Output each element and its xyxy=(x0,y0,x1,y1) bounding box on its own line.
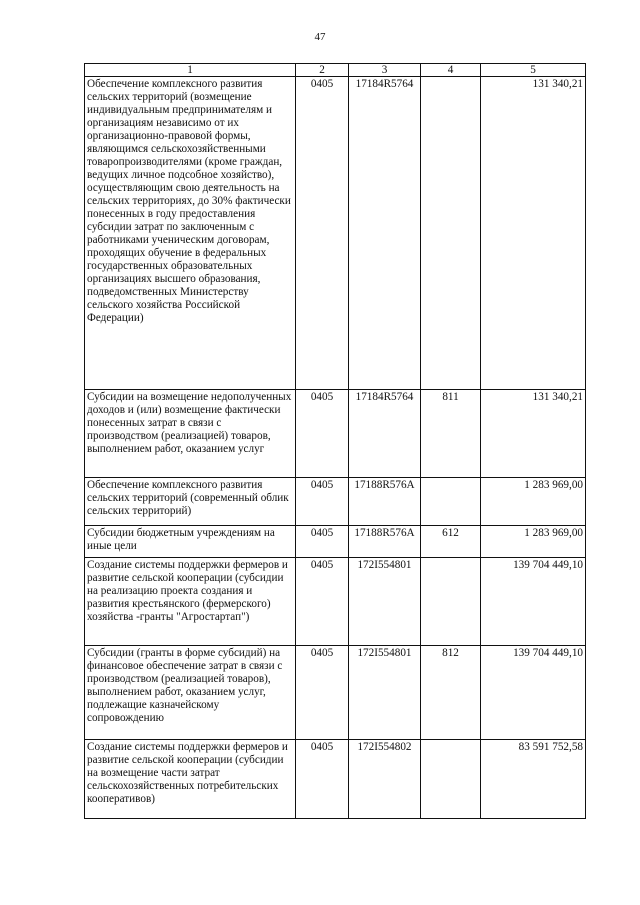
column-header: 2 xyxy=(296,64,349,77)
row-expense-type xyxy=(421,558,481,646)
row-amount: 83 591 752,58 xyxy=(481,740,586,819)
column-header: 3 xyxy=(349,64,421,77)
row-section: 0405 xyxy=(296,558,349,646)
table-row xyxy=(85,740,586,819)
row-name: Создание системы поддержки фермеров и развитие сельской кооперации (субсидии на возмещение части затрат сельскохозяйственных потребительских кооперативов) xyxy=(85,740,296,819)
row-target: 17184R5764 xyxy=(349,77,421,390)
table-row xyxy=(85,646,586,740)
row-amount: 139 704 449,10 xyxy=(481,558,586,646)
row-expense-type: 811 xyxy=(421,390,481,478)
row-name: Субсидии бюджетным учреждениям на иные цели xyxy=(85,526,296,558)
row-name: Субсидии на возмещение недополученных доходов и (или) возмещение фактически понесенных затрат в связи с производством (реализацией) товаров, выполнением работ, оказанием услуг xyxy=(85,390,296,478)
row-target: 17188R576A xyxy=(349,526,421,558)
table-row xyxy=(85,77,586,390)
row-amount: 131 340,21 xyxy=(481,390,586,478)
row-expense-type: 812 xyxy=(421,646,481,740)
row-section: 0405 xyxy=(296,390,349,478)
budget-table xyxy=(84,63,586,819)
row-name: Субсидии (гранты в форме субсидий) на финансовое обеспечение затрат в связи с производством (реализацией товаров), выполнением работ, оказанием услуг, подлежащие казначейскому сопровождению xyxy=(85,646,296,740)
row-expense-type: 612 xyxy=(421,526,481,558)
row-target: 17184R5764 xyxy=(349,390,421,478)
row-target: 172I554802 xyxy=(349,740,421,819)
row-section: 0405 xyxy=(296,478,349,526)
table-row xyxy=(85,526,586,558)
table-row xyxy=(85,558,586,646)
row-target: 17188R576A xyxy=(349,478,421,526)
table-row xyxy=(85,390,586,478)
row-name: Обеспечение комплексного развития сельских территорий (современный облик сельских территорий) xyxy=(85,478,296,526)
row-section: 0405 xyxy=(296,740,349,819)
table-row xyxy=(85,478,586,526)
row-amount: 131 340,21 xyxy=(481,77,586,390)
row-section: 0405 xyxy=(296,77,349,390)
row-expense-type xyxy=(421,478,481,526)
row-section: 0405 xyxy=(296,526,349,558)
column-header: 5 xyxy=(481,64,586,77)
column-header: 4 xyxy=(421,64,481,77)
row-name: Создание системы поддержки фермеров и развитие сельской кооперации (субсидии на реализацию проекта создания и развития крестьянского (фермерского) хозяйства -гранты "Агростартап") xyxy=(85,558,296,646)
row-target: 172I554801 xyxy=(349,646,421,740)
column-header: 1 xyxy=(85,64,296,77)
row-amount: 139 704 449,10 xyxy=(481,646,586,740)
row-target: 172I554801 xyxy=(349,558,421,646)
row-section: 0405 xyxy=(296,646,349,740)
table-header-row xyxy=(85,64,586,77)
page-number: 47 xyxy=(314,31,326,43)
row-expense-type xyxy=(421,77,481,390)
row-expense-type xyxy=(421,740,481,819)
row-amount: 1 283 969,00 xyxy=(481,478,586,526)
row-amount: 1 283 969,00 xyxy=(481,526,586,558)
row-name: Обеспечение комплексного развития сельских территорий (возмещение индивидуальным предпринимателям и организациям независимо от их организационно-правовой формы, являющимся сельскохозяйственными товаропроизводителями (кроме граждан, ведущих личное подсобное хозяйство), осуществляющим свою деятельность на сельских территориях, до 30% фактически понесенных в году предоставления субсидии затрат по заключенным с работниками ученическим договорам, проходящих обучение в федеральных государственных образовательных организациях высшего образования, подведомственных Министерству сельского хозяйства Российской Федерации) xyxy=(85,77,296,390)
